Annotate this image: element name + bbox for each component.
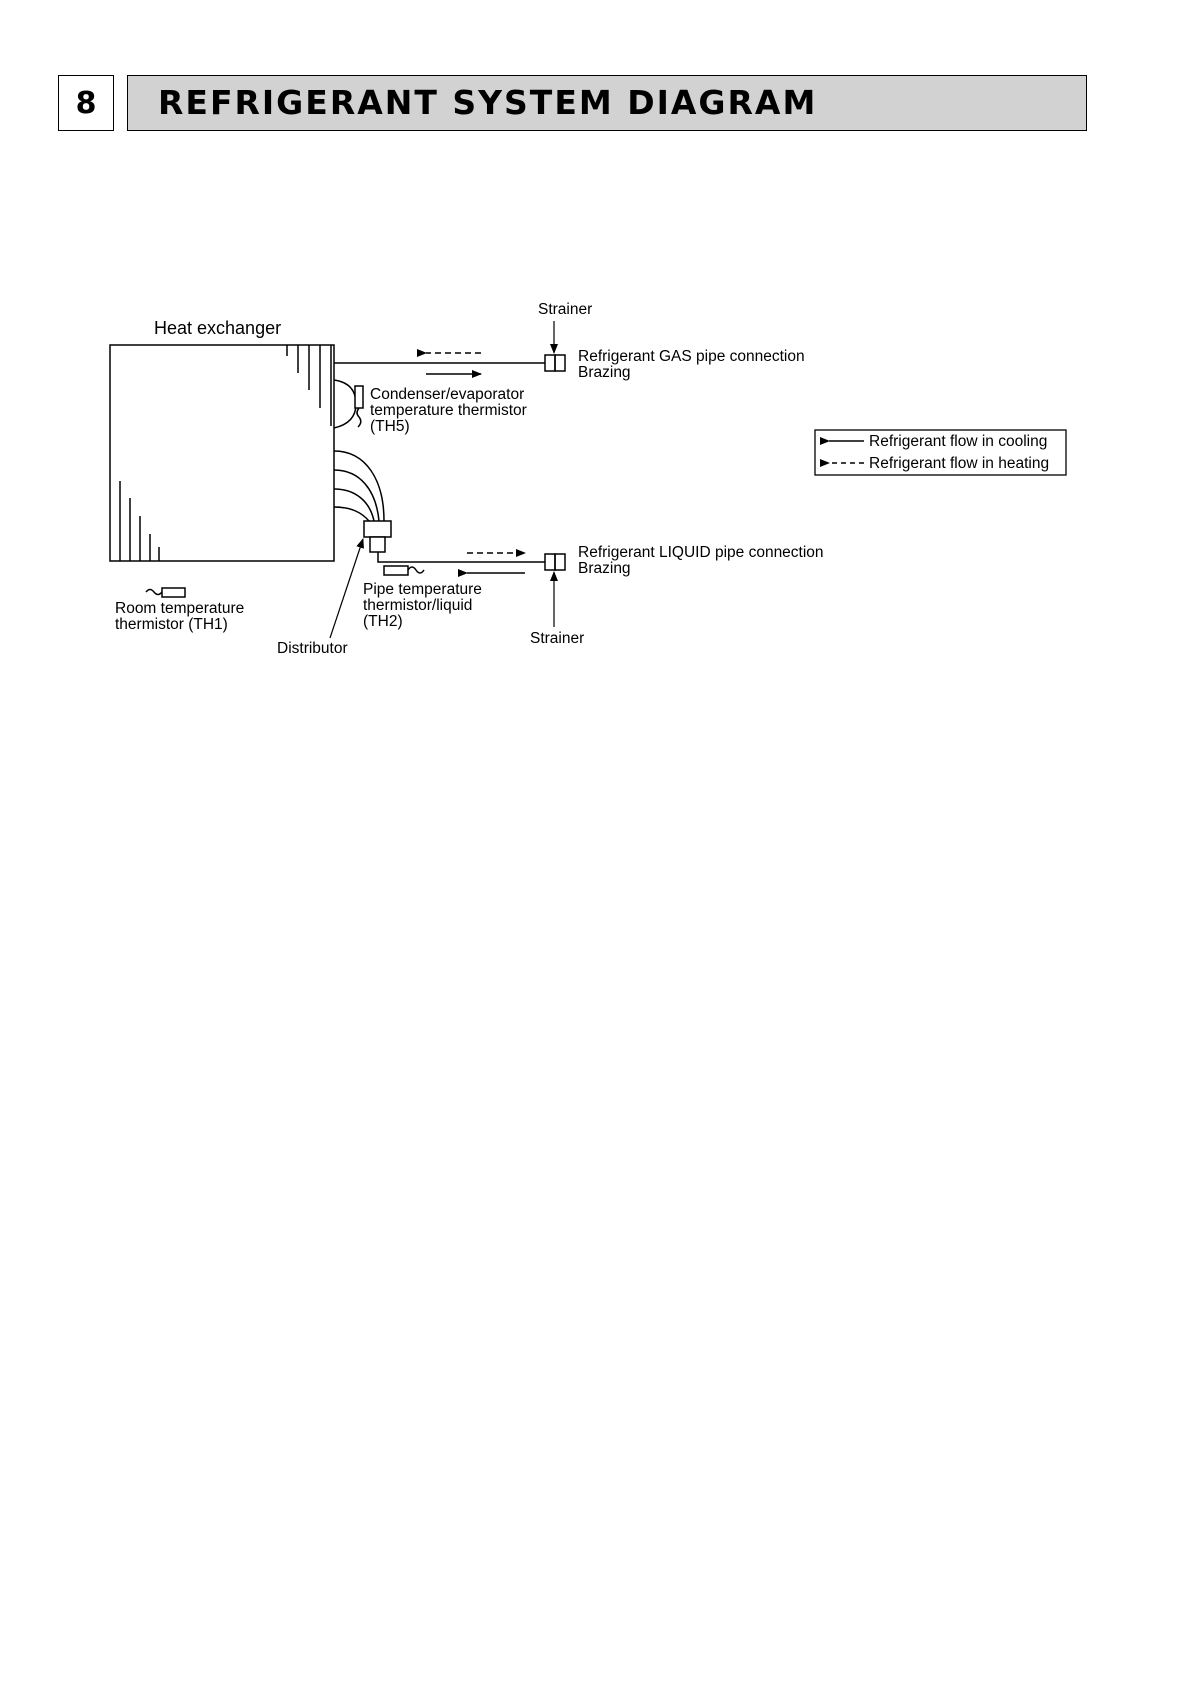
distributor-label: Distributor: [277, 640, 348, 657]
liquid-connection-label: Refrigerant LIQUID pipe connection: [578, 544, 824, 561]
section-number: 8: [58, 75, 114, 131]
th5-label-line3: (TH5): [370, 418, 410, 435]
th5-thermistor: [334, 380, 363, 428]
th2-label-line1: Pipe temperature: [363, 581, 482, 598]
legend-heating-label: Refrigerant flow in heating: [869, 455, 1050, 472]
liquid-brazing-label: Brazing: [578, 560, 631, 577]
gas-connection-label: Refrigerant GAS pipe connection: [578, 348, 805, 365]
gas-brazing-label: Brazing: [578, 364, 631, 381]
th2-thermistor: [384, 566, 424, 575]
th2-label-line3: (TH2): [363, 613, 403, 630]
strainer-top-label: Strainer: [538, 301, 593, 318]
liquid-pipe: [545, 554, 565, 570]
th1-label-line1: Room temperature: [115, 600, 245, 617]
heat-exchanger: [110, 345, 334, 561]
th1-thermistor: [146, 588, 185, 597]
th5-label-line1: Condenser/evaporator: [370, 386, 525, 403]
distributor: [334, 451, 545, 562]
legend: [815, 430, 1066, 475]
legend-cooling-label: Refrigerant flow in cooling: [869, 433, 1048, 450]
distributor-pointer: [330, 539, 363, 638]
heat-exchanger-label: Heat exchanger: [154, 318, 282, 338]
th5-label-line2: temperature thermistor: [370, 402, 527, 419]
th2-label-line2: thermistor/liquid: [363, 597, 473, 614]
strainer-bottom-label: Strainer: [530, 630, 585, 647]
gas-pipe: [334, 355, 565, 371]
th1-label-line2: thermistor (TH1): [115, 616, 228, 633]
page-title: REFRIGERANT SYSTEM DIAGRAM: [127, 75, 1087, 131]
